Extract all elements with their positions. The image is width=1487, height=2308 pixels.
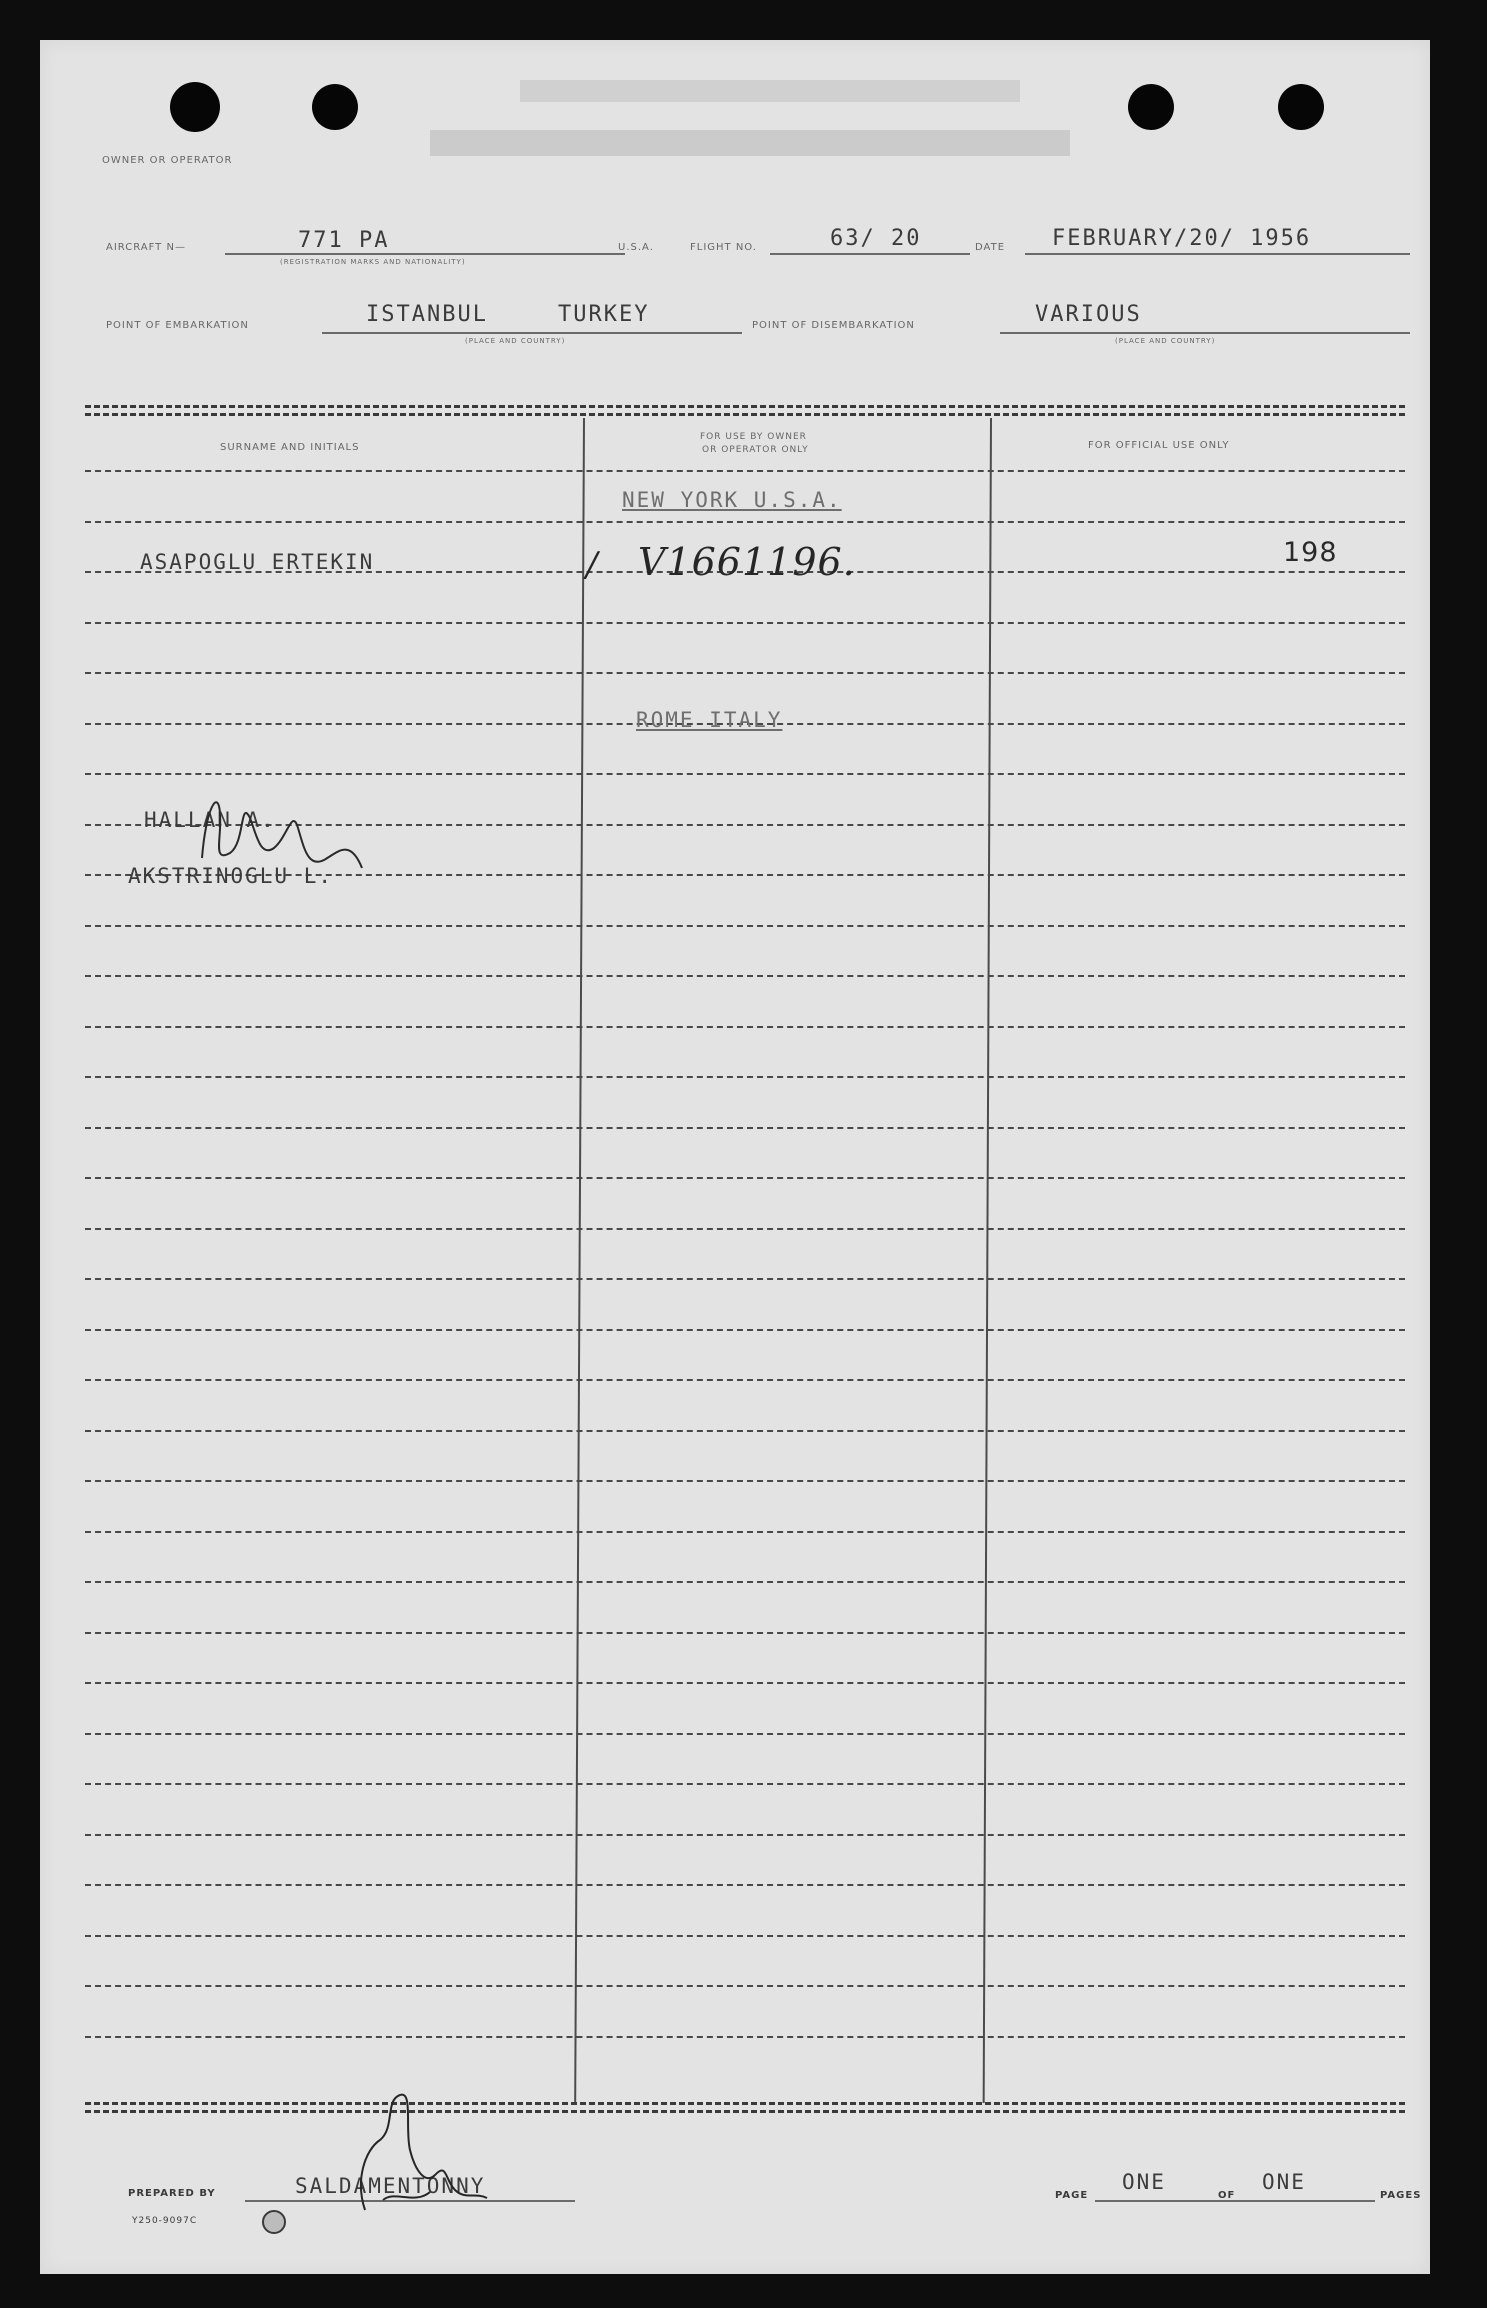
visa-1: V1661196.: [638, 540, 856, 584]
row-rule: [85, 1733, 1405, 1735]
page-value: ONE: [1122, 2170, 1166, 2194]
row-rule: [85, 470, 1405, 472]
embarkation-caption: (PLACE AND COUNTRY): [465, 337, 566, 345]
surname-header: SURNAME AND INITIALS: [220, 442, 360, 453]
flight-underline: [770, 253, 970, 255]
aircraft-value: 771 PA: [298, 228, 390, 253]
punch-hole-1: [170, 82, 220, 132]
owner-use-header-line2: OR OPERATOR ONLY: [702, 445, 809, 455]
row-rule: [85, 1783, 1405, 1785]
table-bottom-rule-2: [85, 2110, 1405, 2113]
row-rule: [85, 1430, 1405, 1432]
row-rule: [85, 1076, 1405, 1078]
row-rule: [85, 1531, 1405, 1533]
destination-1: NEW YORK U.S.A.: [622, 488, 842, 512]
usa-label: U.S.A.: [618, 242, 654, 253]
row-rule: [85, 1682, 1405, 1684]
row-rule: [85, 1329, 1405, 1331]
row-rule: [85, 1278, 1405, 1280]
embarkation-country: TURKEY: [558, 302, 650, 327]
punch-hole-2: [312, 84, 358, 130]
date-label: DATE: [975, 242, 1006, 253]
row-rule: [85, 1026, 1405, 1028]
row-rule: [85, 1581, 1405, 1583]
official-use-header: FOR OFFICIAL USE ONLY: [1088, 440, 1230, 451]
official-number: 198: [1283, 537, 1338, 568]
faded-airline-stamp: [430, 130, 1070, 156]
row-rule: [85, 622, 1405, 624]
prepared-by-value: SALDAMENTONNY: [295, 2174, 486, 2198]
column-divider-2: [983, 418, 992, 2103]
row-rule: [85, 672, 1405, 674]
faded-stamp-top: [520, 80, 1020, 102]
pages-label: PAGES: [1380, 2190, 1422, 2201]
embarkation-label: POINT OF EMBARKATION: [106, 320, 249, 331]
table-top-rule-2: [85, 413, 1405, 416]
printer-mark-icon: [262, 2210, 286, 2234]
date-underline: [1025, 253, 1410, 255]
date-value: FEBRUARY/20/ 1956: [1052, 226, 1312, 251]
row-rule: [85, 1632, 1405, 1634]
row-rule: [85, 1884, 1405, 1886]
page-label: PAGE: [1055, 2190, 1089, 2201]
row-rule: [85, 1379, 1405, 1381]
row-rule: [85, 1228, 1405, 1230]
row-rule: [85, 773, 1405, 775]
row-rule: [85, 1177, 1405, 1179]
column-divider-1: [574, 418, 585, 2103]
passenger-2: HALLAN A.: [144, 808, 276, 832]
row-rule: [85, 1985, 1405, 1987]
row-rule: [85, 1127, 1405, 1129]
punch-hole-4: [1278, 84, 1324, 130]
row-rule: [85, 1834, 1405, 1836]
punch-hole-3: [1128, 84, 1174, 130]
row-rule: [85, 2036, 1405, 2038]
handwritten-checkmark: /: [586, 545, 598, 585]
table-top-rule-1: [85, 405, 1405, 408]
row-rule: [85, 1935, 1405, 1937]
row-rule: [85, 925, 1405, 927]
of-label: OF: [1218, 2190, 1236, 2201]
registration-caption: (REGISTRATION MARKS AND NATIONALITY): [280, 258, 466, 266]
destination-2: ROME ITALY: [636, 708, 783, 732]
total-value: ONE: [1262, 2170, 1306, 2194]
passenger-3: AKSTRINOGLU L.: [128, 864, 334, 888]
owner-use-header-line1: FOR USE BY OWNER: [700, 432, 807, 442]
row-rule: [85, 975, 1405, 977]
embarkation-city: ISTANBUL: [366, 302, 488, 327]
row-rule: [85, 521, 1405, 523]
form-number: Y250-9097C: [132, 2216, 198, 2226]
flight-value: 63/ 20: [830, 226, 922, 251]
handwritten-scrawl: [190, 778, 390, 888]
page-underline: [1095, 2200, 1375, 2202]
owner-label: OWNER OR OPERATOR: [102, 155, 233, 166]
disembarkation-label: POINT OF DISEMBARKATION: [752, 320, 915, 331]
row-rule: [85, 1480, 1405, 1482]
flight-label: FLIGHT NO.: [690, 242, 757, 253]
aircraft-underline: [225, 253, 625, 255]
disembarkation-caption: (PLACE AND COUNTRY): [1115, 337, 1216, 345]
disembarkation-underline: [1000, 332, 1410, 334]
passenger-1: ASAPOGLU ERTEKIN: [140, 550, 375, 574]
signature: [325, 2080, 505, 2230]
manifest-sheet: [40, 40, 1430, 2274]
prepared-by-label: PREPARED BY: [128, 2188, 216, 2199]
embarkation-underline: [322, 332, 742, 334]
aircraft-label: AIRCRAFT N—: [106, 242, 186, 253]
disembarkation-value: VARIOUS: [1035, 302, 1142, 327]
table-bottom-rule-1: [85, 2102, 1405, 2105]
